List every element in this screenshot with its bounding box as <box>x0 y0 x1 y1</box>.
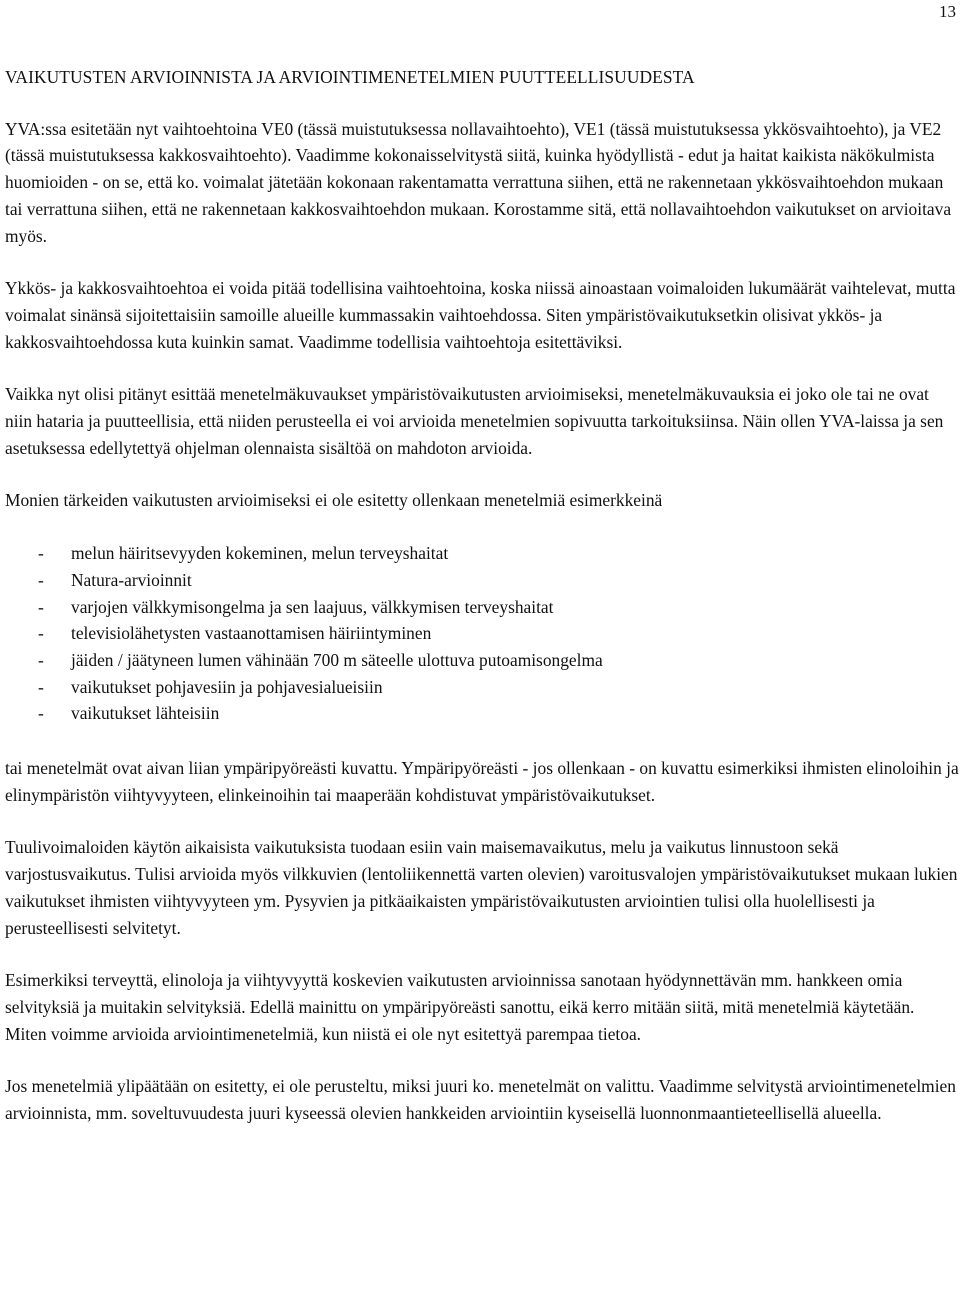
list-item: - varjojen välkkymisongelma ja sen laajuus, välkkymisen terveyshaitat <box>33 594 960 621</box>
paragraph-real-alternatives: Ykkös- ja kakkosvaihtoehtoa ei voida pitää todellisina vaihtoehtoina, koska niissä ainoastaan voimaloiden lukumäärät vaihtelevat, mutta voimalat sinänsä sijoitettaisiin samoille alueille kummassakin vaihtoehdossa. Siten ympäristövaikutuksetkin olisivat ykkös- ja kakkosvaihtoehdossa kuta kuinkin samat. Vaadimme todellisia vaihtoehtoja esitettäviksi. <box>5 278 956 352</box>
list-item: - jäiden / jäätyneen lumen vähinään 700 m säteelle ulottuva putoamisongelma <box>33 647 960 674</box>
paragraph-list-intro: Monien tärkeiden vaikutusten arvioimiseksi ei ole esitetty ollenkaan menetelmiä esimerkkeinä <box>5 490 663 511</box>
list-item: - vaikutukset pohjavesiin ja pohjavesialueisiin <box>33 674 960 701</box>
page-number: 13 <box>939 2 956 21</box>
paragraph-alternatives: YVA:ssa esitetään nyt vaihtoehtoina VE0 (tässä muistutuksessa nollavaihtoehto), VE1 (tässä muistutuksessa ykkösvaihtoehto), ja VE2 (tässä muistutuksessa kakkosvaihtoehto). Vaadimme kokonaisselvitystä siitä, kuinka hyödyllistä - edut ja haitat kaikista näkökulmista huomioiden - on se, että ko. voimalat jätetään kokonaan rakentamatta verrattuna siihen, että ne rakennetaan ykkösvaihtoehdon mukaan tai verrattuna siihen, että ne rakennetaan kakkosvaihtoehdon mukaan. Korostamme sitä, että nollavaihtoehdon vaikutukset on arvioitava myös. <box>5 118 952 246</box>
paragraph-method-descriptions: Vaikka nyt olisi pitänyt esittää menetelmäkuvaukset ympäristövaikutusten arvioimiseksi, menetelmäkuvauksia ei joko ole tai ne ovat niin hataria ja puutteellisia, että niiden perusteella ei voi arvioida menetelmien sopivuutta tarkoituksiinsa. Näin ollen YVA-laissa ja sen asetuksessa edellytettyä ohjelman olennaista sisältöä on mahdoton arvioida. <box>5 384 944 458</box>
paragraph-method-justification: Jos menetelmiä ylipäätään on esitetty, ei ole perusteltu, miksi juuri ko. menetelmät on valittu. Vaadimme selvitystä arviointimenetelmien arvioinnista, mm. soveltuvuudesta juuri kyseessä olevien hankkeiden arviointiin kyseisellä luonnonmaantieteellisellä alueella. <box>5 1076 956 1124</box>
paragraph-health-impacts: Esimerkiksi terveyttä, elinoloja ja viihtyvyyttä koskevien vaikutusten arvioinnissa sanotaan hyödynnettävän mm. hankkeen omia selvityksiä ja muitakin selvityksiä. Edellä mainittu on ympäripyöreästi sanottu, eikä kerro mitään siitä, mitä menetelmiä käytetään. Miten voimme arvioida arviointimenetelmiä, kun niistä ei ole nyt esitettyä parempaa tietoa. <box>5 970 915 1044</box>
list-item: - vaikutukset lähteisiin <box>33 700 960 727</box>
list-item: - televisiolähetysten vastaanottamisen häiriintyminen <box>33 620 960 647</box>
section-heading: VAIKUTUSTEN ARVIOINNISTA JA ARVIOINTIMENETELMIEN PUUTTEELLISUUDESTA <box>5 67 695 87</box>
paragraph-operation-impacts: Tuulivoimaloiden käytön aikaisista vaikutuksista tuodaan esiin vain maisemavaikutus, melu ja vaikutus linnustoon sekä varjostusvaikutus. Tulisi arvioida myös vilkkuvien (lentoliikennettä varten olevien) varoitusvalojen ympäristövaikutukset mukaan lukien vaikutukset ihmisten viihtyvyyteen ym. Pysyvien ja pitkäaikaisten ympäristövaikutusten arviointien tulisi olla huolellisesti ja perusteellisesti selvitetyt. <box>5 837 958 938</box>
list-item: - melun häiritsevyyden kokeminen, melun terveyshaitat <box>33 540 960 567</box>
document-body <box>5 64 960 1153</box>
missing-methods-list <box>5 540 960 727</box>
list-item: - Natura-arvioinnit <box>33 567 960 594</box>
paragraph-vague-methods: tai menetelmät ovat aivan liian ympäripyöreästi kuvattu. Ympäripyöreästi - jos ollenkaan - on kuvattu esimerkiksi ihmisten elinoloihin ja elinympäristön viihtyvyyteen, elinkeinoihin tai maaperään kohdistuvat ympäristövaikutukset. <box>5 758 959 805</box>
